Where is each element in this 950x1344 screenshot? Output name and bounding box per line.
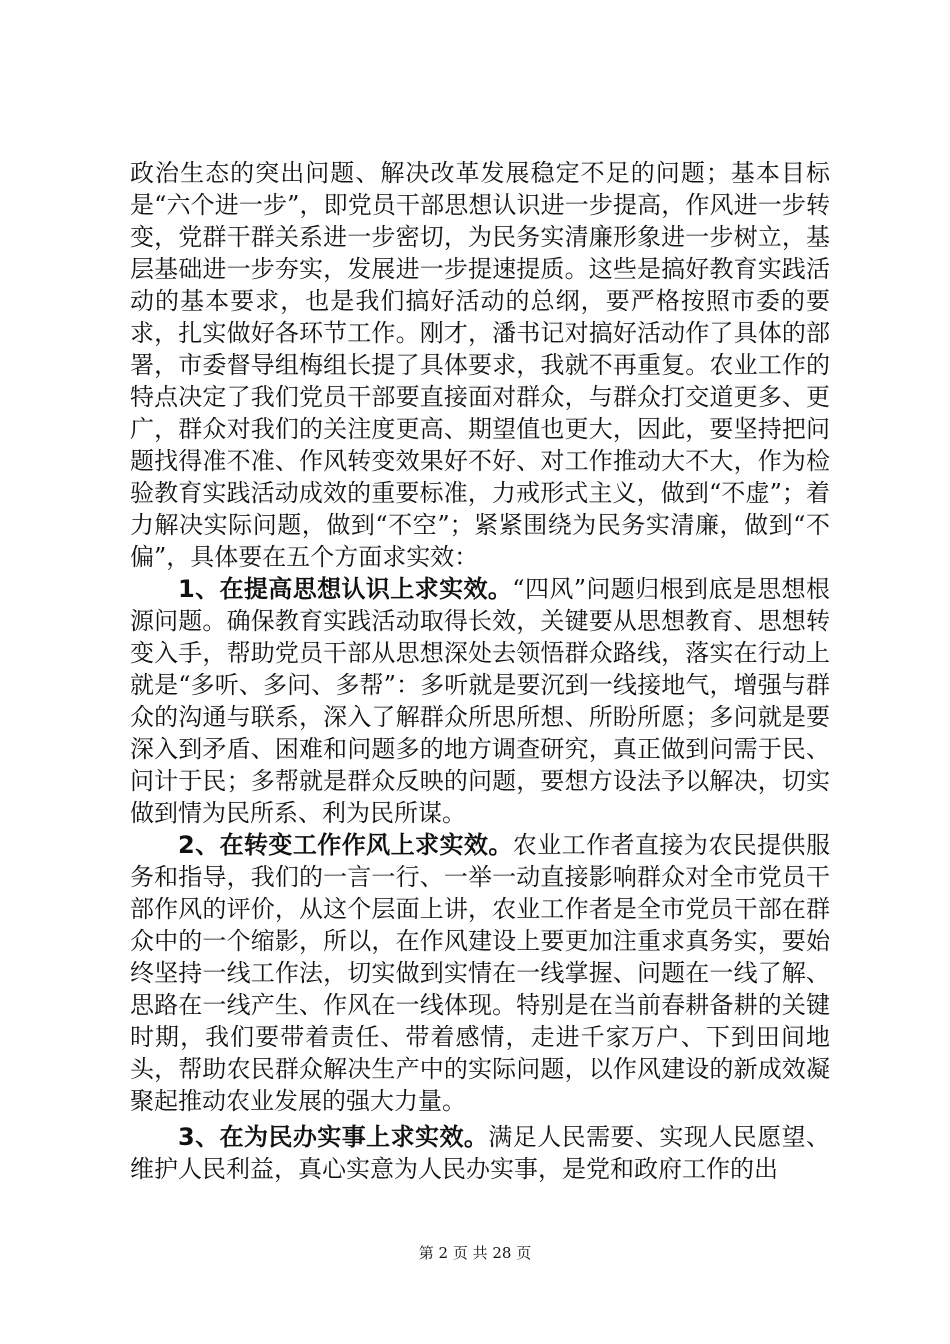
paragraph-section-2 <box>130 829 830 1117</box>
document-body <box>130 157 830 1185</box>
section-3-text: 满足人民需要、实现人民愿望、维护人民利益，真心实意为人民办实事，是党和政府工作的出 <box>130 1123 831 1183</box>
paragraph-intro: 政治生态的突出问题、解决改革发展稳定不足的问题；基本目标是“六个进一步”，即党员干部思想认识进一步提高，作风进一步转变，党群干群关系进一步密切，为民务实清廉形象进一步树立，基层基础进一步夯实，发展进一步提速提质。这些是搞好教育实践活动的基本要求，也是我们搞好活动的总纲，要严格按照市委的要求，扎实做好各环节工作。刚才，潘书记对搞好活动作了具体的部署，市委督导组梅组长提了具体要求，我就不再重复。农业工作的特点决定了我们党员干部要直接面对群众，与群众打交道更多、更广，群众对我们的关注度更高、期望值也更大，因此，要坚持把问题找得准不准、作风转变效果好不好、对工作推动大不大，作为检验教育实践活动成效的重要标准，力戒形式主义，做到“不虚”；着力解决实际问题，做到“不空”；紧紧围绕为民务实清廉，做到“不偏”，具体要在五个方面求实效： <box>130 159 830 571</box>
paragraph-section-3 <box>130 1121 830 1185</box>
section-2-text: 农业工作者直接为农民提供服务和指导，我们的一言一行、一举一动直接影响群众对全市党员干部作风的评价，从这个层面上讲，农业工作者是全市党员干部在群众中的一个缩影，所以，在作风建设上要更加注重求真务实，要始终坚持一线工作法，切实做到实情在一线掌握、问题在一线了解、思路在一线产生、作风在一线体现。特别是在当前春耕备耕的关键时期，我们要带着责任、带着感情，走进千家万户、下到田间地头，帮助农民群众解决生产中的实际问题，以作风建设的新成效凝聚起推动农业发展的强大力量。 <box>130 831 830 1115</box>
section-1-text: “四风”问题归根到底是思想根源问题。确保教育实践活动取得长效，关键要从思想教育、思想转变入手，帮助党员干部从思想深处去领悟群众路线，落实在行动上就是“多听、多问、多帮”：多听就是要沉到一线接地气，增强与群众的沟通与联系，深入了解群众所思所想、所盼所愿；多问就是要深入到矛盾、困难和问题多的地方调查研究，真正做到问需于民、问计于民；多帮就是群众反映的问题，要想方设法予以解决，切实做到情为民所系、利为民所谋。 <box>130 575 830 827</box>
section-2-heading: 2、在转变工作作风上求实效。 <box>178 831 513 859</box>
section-1-heading: 1、在提高思想认识上求实效。 <box>178 575 513 603</box>
paragraph-section-1 <box>130 573 830 829</box>
section-3-heading: 3、在为民办实事上求实效。 <box>178 1123 489 1151</box>
page-footer: 第 2 页 共 28 页 <box>418 1244 532 1262</box>
